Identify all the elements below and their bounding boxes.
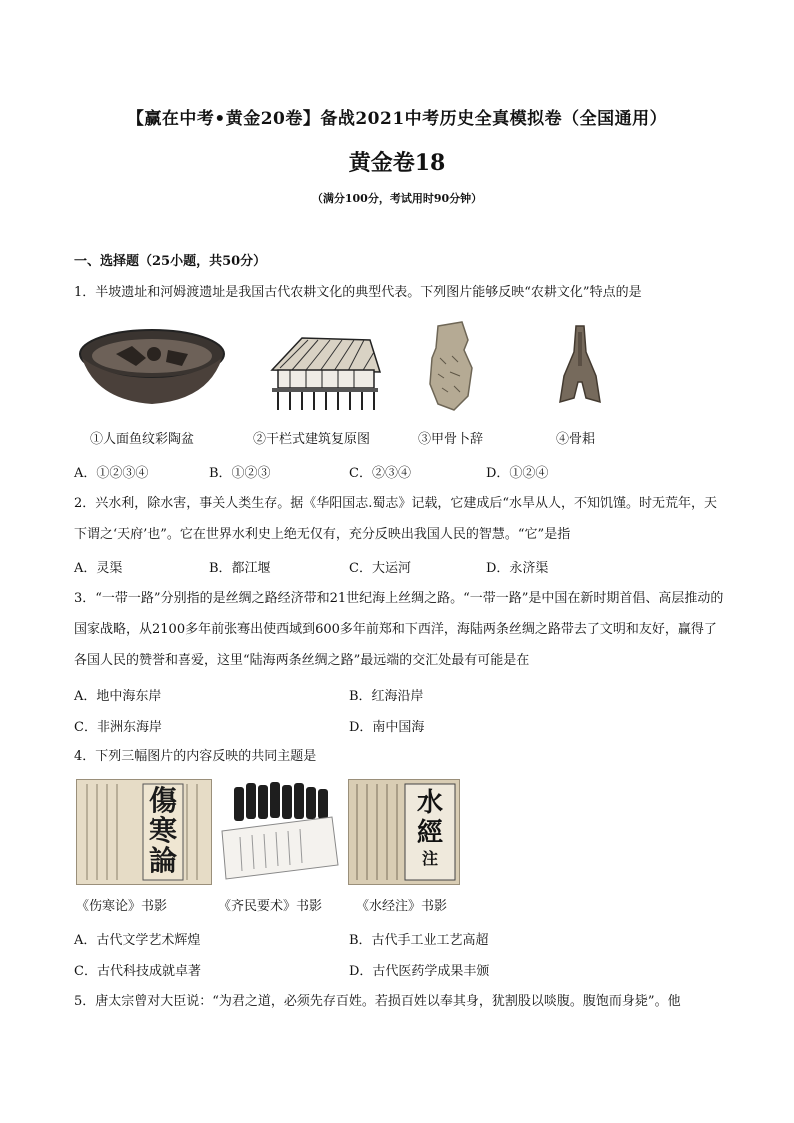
q3-option-c[interactable]: C．非洲东海岸 — [74, 720, 162, 735]
q3-option-d[interactable]: D．南中国海 — [349, 720, 425, 735]
question-1-text: 1．半坡遗址和河姆渡遗址是我国古代农耕文化的典型代表。下列图片能够反映“农耕文化”特点的是 — [74, 285, 642, 300]
paper-subtitle: 黄金卷18 — [348, 150, 446, 176]
question-3-options-row-2 — [74, 716, 724, 736]
cover-char-2: 經 — [416, 818, 443, 848]
q2-option-a[interactable]: A．灵渠 — [74, 561, 123, 576]
q3-option-b[interactable]: B．红海沿岸 — [349, 689, 424, 704]
q1-option-d[interactable]: D．①②④ — [486, 466, 549, 481]
q4-caption-3: 《水经注》书影 — [356, 899, 448, 914]
bone-spade-figure — [556, 322, 604, 410]
book-char-3: 論 — [148, 844, 177, 877]
book-char-2: 寒 — [148, 814, 177, 847]
q1-caption-3: ③甲骨卜辞 — [418, 432, 484, 447]
question-2-options — [74, 557, 724, 577]
question-4-options-row-2 — [74, 960, 724, 980]
q4-option-c[interactable]: C．古代科技成就卓著 — [74, 964, 201, 979]
q4-caption-2: 《齐民要术》书影 — [218, 899, 323, 914]
section-heading: 一、选择题（25小题，共50分） — [74, 254, 267, 269]
paper-note: （满分100分，考试用时90分钟） — [311, 192, 483, 205]
q1-caption-1: ①人面鱼纹彩陶盆 — [90, 432, 195, 447]
oracle-bone-figure — [424, 318, 476, 414]
q4-option-a[interactable]: A．古代文学艺术辉煌 — [74, 933, 201, 948]
shanghan-lun-book-figure — [76, 779, 212, 885]
q3-option-a[interactable]: A．地中海东岸 — [74, 689, 162, 704]
question-2-text: 2．兴水利，除水害，事关人类生存。据《华阳国志.蜀志》记载，它建成后“水旱从人，不知饥馑。时无荒年，天下谓之‘天府’也”。它在世界水利史上绝无仅有，充分反映出我国人民的智慧。“它”是指 — [74, 496, 718, 542]
question-1-options — [74, 462, 724, 482]
paper-title: 【赢在中考•黄金20卷】备战2021中考历史全真模拟卷（全国通用） — [126, 109, 668, 129]
question-4-text: 4．下列三幅图片的内容反映的共同主题是 — [74, 749, 317, 764]
book-char-1: 傷 — [148, 784, 177, 817]
q1-caption-2: ②干栏式建筑复原图 — [253, 432, 371, 447]
q4-option-d[interactable]: D．古代医药学成果丰颁 — [349, 964, 490, 979]
book-page-lines — [77, 780, 211, 884]
qimin-yaoshu-scroll-figure — [212, 779, 342, 883]
question-4-options-row-1 — [74, 929, 724, 949]
q4-option-b[interactable]: B．古代手工业工艺高超 — [349, 933, 489, 948]
pottery-basin-figure — [76, 324, 228, 408]
question-3-options-row-1 — [74, 685, 724, 705]
q2-option-b[interactable]: B．都江堰 — [209, 561, 271, 576]
question-3-text: 3．“一带一路”分别指的是丝绸之路经济带和21世纪海上丝绸之路。“一带一路”是中国在新时期首倡、高层推动的国家战略，从2100多年前张骞出使西域到600多年前郑和下西洋，海陆两条丝绸之路带去了文明和友好，赢得了各国人民的赞誉和喜爱，这里“陆海两条丝绸之路”最远端的交汇处最有可能是在 — [74, 591, 724, 668]
q1-option-a[interactable]: A．①②③④ — [74, 466, 149, 481]
shuijing-zhu-book-figure — [348, 779, 460, 885]
question-5-text: 5．唐太宗曾对大臣说：“为君之道，必须先存百姓。若损百姓以奉其身，犹割股以啖腹。腹饱而身毙”。他 — [74, 994, 681, 1009]
cover-char-3: 注 — [421, 849, 438, 868]
stilt-house-figure — [258, 334, 382, 412]
q2-option-d[interactable]: D．永济渠 — [486, 561, 549, 576]
q1-caption-4: ④骨耜 — [556, 432, 596, 447]
cover-char-1: 水 — [416, 788, 443, 818]
q1-option-b[interactable]: B．①②③ — [209, 466, 271, 481]
q2-option-c[interactable]: C．大运河 — [349, 561, 411, 576]
q1-option-c[interactable]: C．②③④ — [349, 466, 411, 481]
q4-caption-1: 《伤寒论》书影 — [76, 899, 168, 914]
